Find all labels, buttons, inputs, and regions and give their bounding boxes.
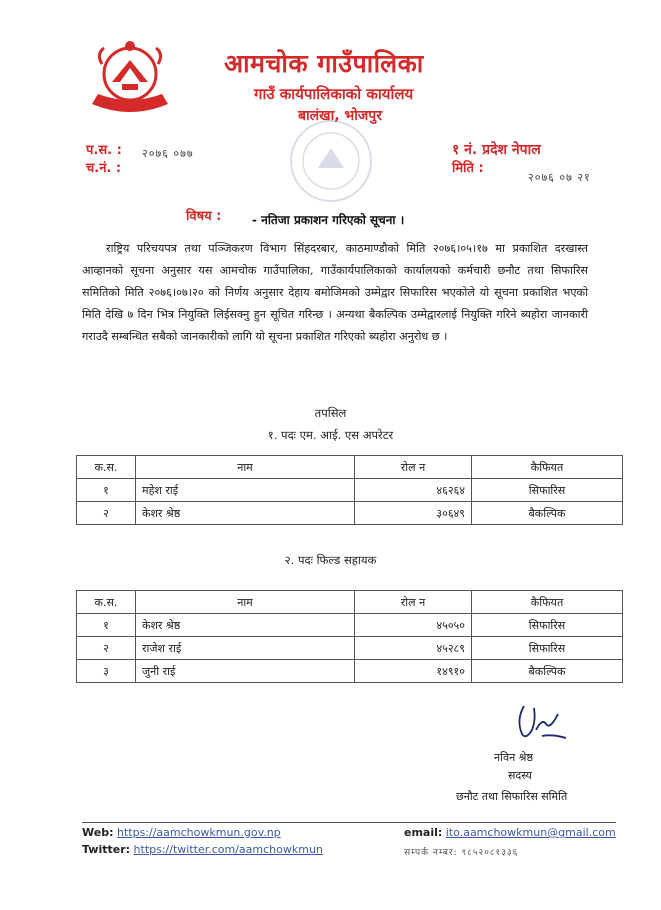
footer-twitter bbox=[82, 843, 323, 856]
section1-title: १. पदः एम. आई. एस अपरेटर bbox=[267, 428, 394, 442]
section2-title: २. पदः फिल्ड सहायक bbox=[284, 553, 377, 567]
table-row bbox=[77, 502, 623, 525]
footer-web bbox=[82, 826, 281, 839]
footer-phone: सम्पर्क नम्बर: ९८५२०८१३३६ bbox=[404, 848, 519, 858]
cell-remarks: बैकल्पिक bbox=[472, 502, 623, 525]
cell-remarks: सिफारिस bbox=[472, 614, 623, 637]
signatory-role: सदस्य bbox=[508, 769, 532, 782]
email-label: email: bbox=[404, 826, 443, 839]
cell-name: जुनी राई bbox=[136, 660, 355, 683]
col-sn-header: क.स. bbox=[77, 456, 136, 479]
table-row bbox=[77, 479, 623, 502]
table-header-row bbox=[77, 456, 623, 479]
web-label: Web: bbox=[82, 826, 114, 839]
col-remarks-header: कैफियत bbox=[472, 591, 623, 614]
col-sn-header: क.स. bbox=[77, 591, 136, 614]
subject-label: विषय : bbox=[186, 209, 222, 224]
table-row bbox=[77, 660, 623, 683]
cell-sn: ३ bbox=[77, 660, 136, 683]
cell-name: केशर श्रेष्ठ bbox=[136, 502, 355, 525]
date-label: मिति : bbox=[452, 161, 484, 176]
table-header-row bbox=[77, 591, 623, 614]
committee-name: छनौट तथा सिफारिस समिति bbox=[456, 790, 568, 803]
annex-title: तपसिल bbox=[314, 406, 347, 420]
table-row bbox=[77, 637, 623, 660]
cell-roll: ४५०५० bbox=[355, 614, 472, 637]
subject-text: - नतिजा प्रकाशन गरिएको सूचना । bbox=[252, 213, 405, 227]
table-row bbox=[77, 614, 623, 637]
col-roll-header: रोल न bbox=[355, 456, 472, 479]
nepal-emblem-logo bbox=[82, 34, 178, 116]
signatory-name: नविन श्रेष्ठ bbox=[494, 751, 533, 764]
municipality-title: आमचोक गाउँपालिका bbox=[224, 49, 424, 78]
ps-value: २०७६ ०७७ bbox=[142, 147, 194, 160]
section2-table bbox=[76, 590, 623, 683]
cell-roll: ३०६४९ bbox=[355, 502, 472, 525]
cell-sn: १ bbox=[77, 614, 136, 637]
cell-sn: २ bbox=[77, 637, 136, 660]
cell-sn: १ bbox=[77, 479, 136, 502]
handwritten-signature bbox=[512, 700, 572, 744]
office-subtitle: गाउँ कार्यपालिकाको कार्यालय bbox=[254, 85, 414, 103]
col-name-header: नाम bbox=[136, 456, 355, 479]
cell-roll: १४९१० bbox=[355, 660, 472, 683]
twitter-link[interactable]: https://twitter.com/aamchowkmun bbox=[133, 843, 323, 856]
twitter-label: Twitter: bbox=[82, 843, 131, 856]
footer-email bbox=[404, 826, 616, 839]
section1-table bbox=[76, 455, 623, 525]
cell-name: केशर श्रेष्ठ bbox=[136, 614, 355, 637]
ps-label: प.स. : bbox=[86, 143, 122, 158]
cell-remarks: सिफारिस bbox=[472, 637, 623, 660]
email-link[interactable]: ito.aamchowkmun@gmail.com bbox=[445, 826, 616, 839]
office-location: बालंखा, भोजपुर bbox=[298, 108, 382, 124]
cell-remarks: सिफारिस bbox=[472, 479, 623, 502]
web-link[interactable]: https://aamchowkmun.gov.np bbox=[116, 826, 281, 839]
cell-name: राजेश राई bbox=[136, 637, 355, 660]
province-label: १ नं. प्रदेश नेपाल bbox=[452, 142, 541, 158]
date-value: २०७६ ०७ २१ bbox=[528, 171, 591, 184]
cell-name: महेश राई bbox=[136, 479, 355, 502]
col-name-header: नाम bbox=[136, 591, 355, 614]
notice-body: राष्ट्रिय परिचयपत्र तथा पञ्जिकरण विभाग सिंहदरबार, काठमाण्डौको मिति २०७६।०५।१७ मा प्रकाशित दरखास्त आव्हानको सूचना अनुसार यस आमचोक गाउँपालिका, गाउँकार्यपालिकाको कार्यालयको कर्मचारी छनौट तथा सिफारिस समितिको मिति २०७६।०७।२० को निर्णय अनुसार देहाय बमोजिमको उम्मेद्वार सिफारिस भएकोले यो सूचना प्रकाशित भएको मिति देखि ७ दिन भित्र नियुक्ति लिईसक्नु हुन सूचित गरिन्छ । अन्यथा बैकल्पिक उम्मेद्वारलाई नियुक्ति गरिने ब्यहोरा जानकारी गराउदै सम्बन्धित सबैको जानकारीको लागि यो सूचना प्रकाशित गरिएको ब्यहोरा अनुरोध छ । bbox=[82, 242, 588, 343]
cn-label: च.नं. : bbox=[86, 161, 122, 176]
cell-roll: ४६२६४ bbox=[355, 479, 472, 502]
office-stamp bbox=[288, 118, 374, 204]
cell-sn: २ bbox=[77, 502, 136, 525]
col-roll-header: रोल न bbox=[355, 591, 472, 614]
col-remarks-header: कैफियत bbox=[472, 456, 623, 479]
footer-divider bbox=[82, 822, 616, 823]
cell-roll: ४५२८९ bbox=[355, 637, 472, 660]
cell-remarks: बैकल्पिक bbox=[472, 660, 623, 683]
